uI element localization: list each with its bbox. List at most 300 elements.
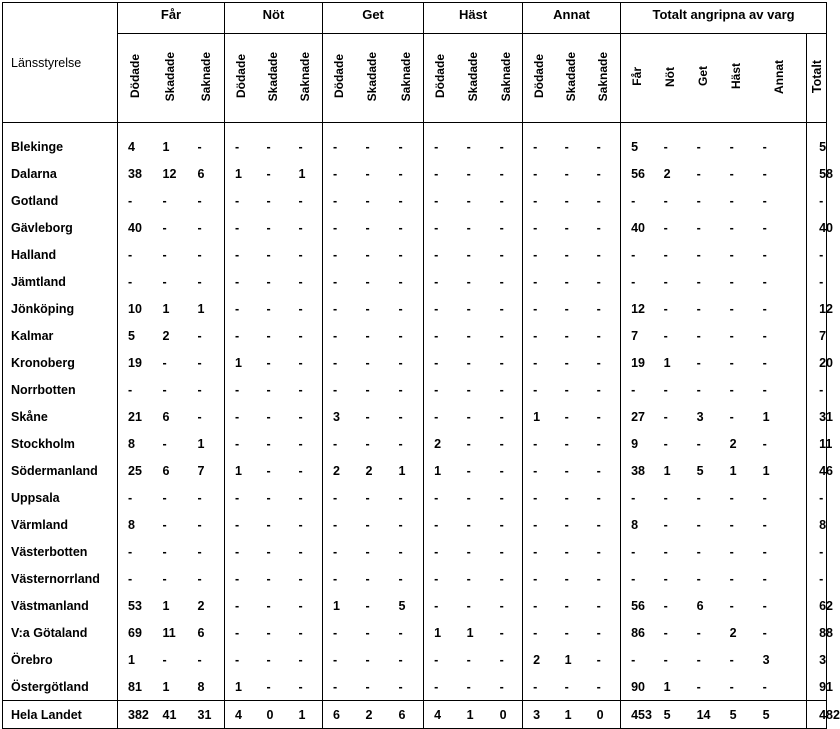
table-cell: - <box>564 598 569 613</box>
table-cell: 0 <box>587 701 621 729</box>
table-row <box>3 214 827 241</box>
table-cell: - <box>587 538 621 565</box>
table-cell: 5 <box>128 328 135 343</box>
table-row <box>3 511 827 538</box>
table-cell: - <box>235 625 240 640</box>
table-row <box>3 295 827 322</box>
table-cell: - <box>389 565 424 592</box>
table-cell: 2 <box>533 652 541 667</box>
table-cell: - <box>762 328 767 343</box>
table-cell: - <box>762 247 767 262</box>
table-cell: - <box>235 652 240 667</box>
table-cell: - <box>235 490 240 505</box>
table-cell: - <box>729 193 734 208</box>
table-cell: - <box>663 652 668 667</box>
col-header-label: Häst <box>729 63 744 90</box>
table-cell: - <box>289 295 323 322</box>
table-cell: - <box>490 673 523 701</box>
table-cell: 6 <box>389 701 424 729</box>
table-cell: 40 <box>128 220 142 235</box>
table-cell: - <box>333 139 338 154</box>
table-cell: 1 <box>434 625 442 640</box>
table-cell: 382 <box>118 701 153 729</box>
table-row <box>3 484 827 511</box>
table-cell: 12 <box>631 301 646 316</box>
table-cell: - <box>762 625 767 640</box>
table-cell: - <box>389 403 424 430</box>
table-cell: - <box>466 436 471 451</box>
table-cell: - <box>333 679 338 694</box>
row-total-cell: 46 <box>807 457 827 484</box>
table-cell: - <box>663 301 668 316</box>
table-cell: 5 <box>389 592 424 619</box>
table-cell: 6 <box>162 463 170 478</box>
lan-name: Jämtland <box>3 268 118 295</box>
table-cell: 1 <box>188 430 225 457</box>
table-cell: - <box>289 646 323 673</box>
table-cell: - <box>333 382 338 397</box>
table-cell: - <box>587 511 621 538</box>
table-cell: - <box>289 133 323 160</box>
table-row <box>3 673 827 701</box>
table-cell: - <box>587 565 621 592</box>
col-header-label: Saknade <box>198 51 213 102</box>
col-header-label: Dödade <box>233 54 248 99</box>
table-cell: 2 <box>365 463 373 478</box>
col-header-total-annat <box>753 34 807 123</box>
table-cell: - <box>490 268 523 295</box>
table-cell: - <box>162 193 167 208</box>
table-cell: 38 <box>631 463 646 478</box>
table-cell: - <box>490 349 523 376</box>
table-cell: - <box>663 517 668 532</box>
table-cell: 3 <box>696 409 704 424</box>
table-cell: - <box>235 274 240 289</box>
table-cell: - <box>564 625 569 640</box>
table-cell: - <box>365 193 370 208</box>
table-cell: - <box>235 571 240 586</box>
table-cell: 5 <box>631 139 639 154</box>
table-cell: - <box>587 646 621 673</box>
lan-name: Gävleborg <box>3 214 118 241</box>
col-header-annat-dödade <box>523 34 555 123</box>
table-cell: - <box>663 571 668 586</box>
table-cell: - <box>564 247 569 262</box>
lan-name: Östergötland <box>3 673 118 701</box>
table-cell: - <box>333 625 338 640</box>
table-cell: - <box>533 625 538 640</box>
table-cell: - <box>533 571 538 586</box>
table-cell: - <box>533 166 538 181</box>
table-row <box>3 187 827 214</box>
table-cell: - <box>533 436 538 451</box>
table-cell: - <box>162 652 167 667</box>
table-cell: - <box>162 490 167 505</box>
table-cell: 2 <box>729 625 737 640</box>
table-cell: - <box>729 355 734 370</box>
row-total-cell: 88 <box>807 619 827 646</box>
table-cell: - <box>663 328 668 343</box>
table-row <box>3 322 827 349</box>
table-cell: - <box>188 241 225 268</box>
table-cell: - <box>587 430 621 457</box>
table-cell: - <box>266 166 271 181</box>
table-cell: - <box>696 328 701 343</box>
table-cell: - <box>365 517 370 532</box>
col-header-label: Saknade <box>596 51 611 102</box>
table-cell: - <box>762 517 767 532</box>
table-cell: - <box>434 328 439 343</box>
table-cell: - <box>434 652 439 667</box>
table-cell: - <box>289 376 323 403</box>
table-cell: - <box>564 679 569 694</box>
table-cell: - <box>564 274 569 289</box>
row-total-cell: 31 <box>807 403 827 430</box>
table-cell: - <box>188 214 225 241</box>
table-cell: - <box>533 382 538 397</box>
table-cell: - <box>533 139 538 154</box>
table-cell: - <box>490 430 523 457</box>
table-cell: - <box>587 403 621 430</box>
table-cell: - <box>289 511 323 538</box>
table-cell: - <box>663 409 668 424</box>
table-cell: - <box>587 214 621 241</box>
group-header-totals: Totalt angripna av varg <box>621 3 827 34</box>
table-cell: - <box>696 571 701 586</box>
table-cell: 21 <box>128 409 142 424</box>
row-total-cell: 58 <box>807 160 827 187</box>
table-cell: - <box>729 301 734 316</box>
table-cell: 3 <box>762 652 770 667</box>
row-total-cell: 11 <box>807 430 827 457</box>
table-cell: - <box>188 133 225 160</box>
table-cell: - <box>389 376 424 403</box>
table-cell: - <box>762 490 767 505</box>
col-header-get-skadade <box>356 34 389 123</box>
table-cell: - <box>564 301 569 316</box>
table-cell: - <box>188 538 225 565</box>
table-cell: - <box>365 544 370 559</box>
table-cell: 81 <box>128 679 142 694</box>
table-cell: - <box>490 646 523 673</box>
table-cell: - <box>729 490 734 505</box>
col-header-label: Dödade <box>332 54 347 99</box>
table-cell: - <box>389 349 424 376</box>
table-cell: - <box>466 544 471 559</box>
lan-name: Örebro <box>3 646 118 673</box>
table-cell: 69 <box>128 625 142 640</box>
table-cell: - <box>235 328 240 343</box>
table-cell: - <box>434 139 439 154</box>
table-cell: - <box>663 382 668 397</box>
table-cell: - <box>266 301 271 316</box>
table-cell: - <box>490 619 523 646</box>
table-cell: - <box>365 409 370 424</box>
col-header-far-dödade <box>118 34 153 123</box>
table-cell: - <box>188 349 225 376</box>
table-cell: - <box>235 301 240 316</box>
table-row <box>3 403 827 430</box>
lansstyrelse-header: Länsstyrelse <box>3 3 118 123</box>
col-header-label: Annat <box>772 59 787 94</box>
table-cell: - <box>235 193 240 208</box>
table-cell: - <box>434 193 439 208</box>
lan-name: Blekinge <box>3 133 118 160</box>
table-cell: - <box>466 571 471 586</box>
table-cell: - <box>128 193 133 208</box>
table-cell: - <box>729 247 734 262</box>
table-row <box>3 268 827 295</box>
table-cell: - <box>762 166 767 181</box>
table-cell: 1 <box>762 463 770 478</box>
table-row <box>3 241 827 268</box>
table-cell: - <box>365 625 370 640</box>
table-cell: - <box>587 268 621 295</box>
table-cell: - <box>696 679 701 694</box>
table-cell: - <box>762 436 767 451</box>
table-cell: - <box>533 490 538 505</box>
table-cell: - <box>365 679 370 694</box>
table-cell: 0 <box>257 701 289 729</box>
table-cell: - <box>696 382 701 397</box>
table-cell: 53 <box>128 598 142 613</box>
table-cell: - <box>128 274 133 289</box>
table-cell: - <box>696 652 701 667</box>
table-cell: 10 <box>128 301 142 316</box>
table-cell: - <box>289 538 323 565</box>
table-cell: - <box>696 355 701 370</box>
table-cell: - <box>762 544 767 559</box>
table-cell: - <box>389 268 424 295</box>
table-cell: 6 <box>162 409 170 424</box>
table-cell: - <box>696 220 701 235</box>
table-cell: - <box>466 166 471 181</box>
table-cell: - <box>696 274 701 289</box>
table-cell: - <box>564 220 569 235</box>
table-cell: - <box>266 490 271 505</box>
table-cell: - <box>289 592 323 619</box>
table-cell: - <box>188 646 225 673</box>
table-cell: - <box>533 679 538 694</box>
col-header-label: Totalt <box>809 59 824 94</box>
table-cell: - <box>289 187 323 214</box>
table-cell: - <box>266 355 271 370</box>
table-cell: - <box>434 355 439 370</box>
table-cell: - <box>235 517 240 532</box>
col-header-total-nöt <box>654 34 687 123</box>
col-header-not-dödade <box>225 34 257 123</box>
table-cell: - <box>266 625 271 640</box>
row-total-cell: 62 <box>807 592 827 619</box>
table-cell: - <box>365 652 370 667</box>
table-cell: - <box>490 538 523 565</box>
table-cell: 1 <box>162 598 170 613</box>
table-cell: 1 <box>162 301 170 316</box>
table-cell: - <box>235 247 240 262</box>
table-cell: - <box>564 382 569 397</box>
table-cell: - <box>466 598 471 613</box>
table-cell: - <box>490 241 523 268</box>
table-cell: - <box>466 409 471 424</box>
table-cell: - <box>333 355 338 370</box>
table-cell: - <box>490 214 523 241</box>
table-cell: 2 <box>188 592 225 619</box>
table-cell: 1 <box>289 701 323 729</box>
table-cell: - <box>533 328 538 343</box>
col-header-hast-skadade <box>457 34 490 123</box>
table-cell: 1 <box>235 463 242 478</box>
table-cell: - <box>162 436 167 451</box>
table-cell: - <box>533 301 538 316</box>
table-cell: - <box>289 403 323 430</box>
table-cell: 1 <box>663 463 671 478</box>
table-cell: - <box>365 328 370 343</box>
table-cell: - <box>188 511 225 538</box>
table-cell: 1 <box>235 355 242 370</box>
table-cell: - <box>729 571 734 586</box>
table-cell: - <box>729 274 734 289</box>
table-cell: - <box>434 598 439 613</box>
table-cell: - <box>162 220 167 235</box>
table-cell: - <box>466 355 471 370</box>
table-cell: 8 <box>188 673 225 701</box>
table-cell: - <box>289 430 323 457</box>
lan-name: Stockholm <box>3 430 118 457</box>
table-cell: - <box>631 193 636 208</box>
lan-name: Kronoberg <box>3 349 118 376</box>
table-cell: - <box>188 268 225 295</box>
table-cell: - <box>434 247 439 262</box>
table-cell: - <box>663 193 668 208</box>
table-cell: - <box>587 160 621 187</box>
table-cell: - <box>587 484 621 511</box>
table-cell: - <box>696 139 701 154</box>
lan-name: Norrbotten <box>3 376 118 403</box>
table-cell: - <box>434 544 439 559</box>
table-cell: - <box>564 409 569 424</box>
table-cell: - <box>289 322 323 349</box>
table-cell: - <box>333 220 338 235</box>
total-row <box>3 701 827 729</box>
table-cell: - <box>365 220 370 235</box>
table-cell: 1 <box>434 463 442 478</box>
table-cell: - <box>389 187 424 214</box>
table-cell: - <box>333 436 338 451</box>
table-cell: - <box>235 598 240 613</box>
table-cell: 1 <box>466 625 474 640</box>
table-cell: - <box>696 625 701 640</box>
table-cell: - <box>564 544 569 559</box>
table-cell: - <box>587 187 621 214</box>
table-cell: - <box>266 193 271 208</box>
table-cell: 4 <box>225 701 257 729</box>
col-header-not-saknade <box>289 34 323 123</box>
table-cell: 7 <box>631 328 639 343</box>
table-cell: - <box>533 247 538 262</box>
table-cell: 453 <box>621 701 654 729</box>
table-cell: 4 <box>128 139 135 154</box>
table-cell: - <box>564 139 569 154</box>
col-header-not-skadade <box>257 34 289 123</box>
table-cell: - <box>333 517 338 532</box>
col-header-label: Skadade <box>163 51 177 102</box>
table-cell: - <box>533 355 538 370</box>
table-cell: - <box>389 511 424 538</box>
table-cell: - <box>696 193 701 208</box>
table-cell: - <box>466 652 471 667</box>
lan-name: Hela Landet <box>3 701 118 729</box>
table-cell: - <box>631 247 636 262</box>
table-cell: - <box>235 139 240 154</box>
group-header-hast: Häst <box>424 3 523 34</box>
table-cell: - <box>762 355 767 370</box>
table-cell: - <box>266 409 271 424</box>
table-cell: 0 <box>490 701 523 729</box>
col-header-total-får <box>621 34 654 123</box>
row-total-cell: 3 <box>807 646 827 673</box>
row-total-cell: - <box>807 241 827 268</box>
table-cell: 6 <box>188 619 225 646</box>
table-cell: 8 <box>128 517 135 532</box>
spacer-row <box>3 123 827 134</box>
table-cell: 27 <box>631 409 646 424</box>
col-header-label: Skadade <box>365 51 380 102</box>
table-cell: - <box>266 598 271 613</box>
row-total-cell: 91 <box>807 673 827 701</box>
col-header-label: Saknade <box>498 51 513 102</box>
table-cell: 19 <box>128 355 142 370</box>
col-header-annat-saknade <box>587 34 621 123</box>
table-cell: - <box>663 436 668 451</box>
table-cell: - <box>389 538 424 565</box>
table-cell: 1 <box>555 701 587 729</box>
table-cell: - <box>490 133 523 160</box>
table-cell: - <box>365 166 370 181</box>
table-cell: - <box>490 376 523 403</box>
table-cell: - <box>389 430 424 457</box>
table-cell: - <box>729 139 734 154</box>
table-cell: - <box>128 571 133 586</box>
table-cell: 1 <box>333 598 340 613</box>
table-cell: - <box>587 376 621 403</box>
table-cell: 1 <box>762 409 770 424</box>
table-cell: - <box>434 409 439 424</box>
table-row <box>3 565 827 592</box>
table-cell: - <box>587 322 621 349</box>
table-cell: - <box>696 544 701 559</box>
table-cell: - <box>289 268 323 295</box>
row-total-cell: - <box>807 565 827 592</box>
table-cell: - <box>533 220 538 235</box>
lan-name: Värmland <box>3 511 118 538</box>
table-cell: - <box>333 166 338 181</box>
table-cell: - <box>266 328 271 343</box>
table-cell: - <box>333 328 338 343</box>
table-cell: - <box>266 382 271 397</box>
table-cell: - <box>564 463 569 478</box>
table-cell: - <box>533 274 538 289</box>
table-cell: 2 <box>333 463 340 478</box>
table-cell: - <box>490 160 523 187</box>
table-cell: 1 <box>663 679 671 694</box>
table-cell: - <box>663 247 668 262</box>
table-cell: - <box>729 517 734 532</box>
row-total-cell: - <box>807 538 827 565</box>
col-header-get-dödade <box>323 34 356 123</box>
col-header-hast-dödade <box>424 34 457 123</box>
table-cell: 1 <box>128 652 135 667</box>
table-cell: - <box>490 457 523 484</box>
